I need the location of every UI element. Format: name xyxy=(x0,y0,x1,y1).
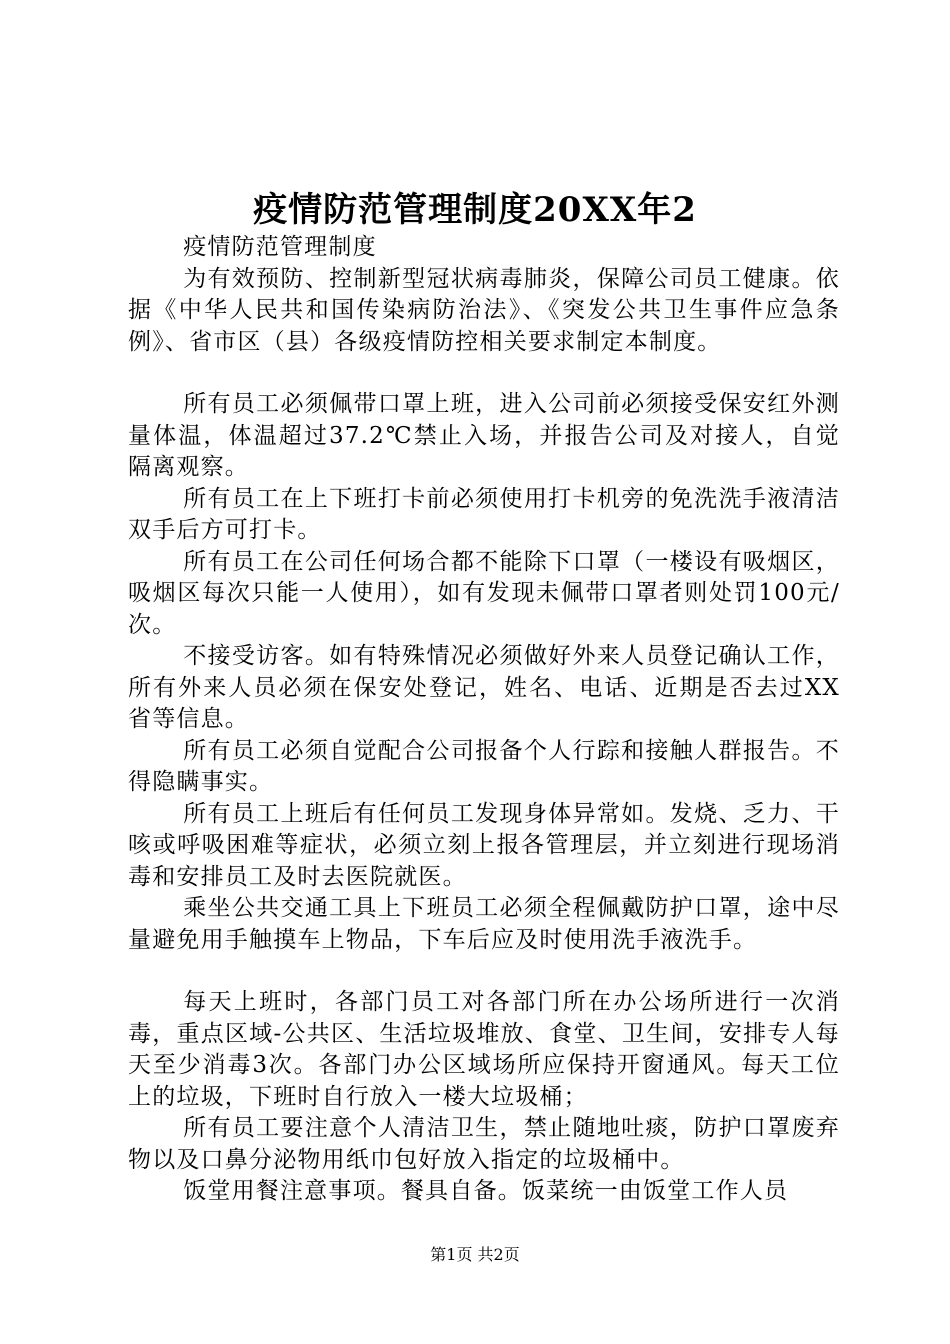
paragraph-subtitle: 疫情防范管理制度 xyxy=(183,234,377,260)
paragraph-canteen: 饭堂用餐注意事项。餐具自备。饭菜统一由饭堂工作人员 xyxy=(183,1178,789,1204)
paragraph-visitors: 不接受访客。如有特殊情况必须做好外来人员登记确认工作，所有外来人员必须在保安处登记，姓名、电话、近期是否去过XX省等信息。 xyxy=(128,643,840,732)
document-body xyxy=(128,232,840,1208)
paragraph-symptoms: 所有员工上班后有任何员工发现身体异常如。发烧、乏力、干咳或呼吸困难等症状，必须立刻上报各管理层，并立刻进行现场消毒和安排员工及时去医院就医。 xyxy=(128,800,840,890)
page-number-footer: 第1页 共2页 xyxy=(430,1245,520,1264)
document-title: 疫情防范管理制度20XX年2 xyxy=(253,190,697,230)
paragraph-disinfection: 每天上班时，各部门员工对各部门所在办公场所进行一次消毒，重点区域-公共区、生活垃圾堆放、食堂、卫生间，安排专人每天至少消毒3次。各部门办公区域场所应保持开窗通风。每天工位上的垃圾，下班时自行放入一楼大垃圾桶； xyxy=(128,989,840,1110)
paragraph-itinerary-report: 所有员工必须自觉配合公司报备个人行踪和接触人群报告。不得隐瞒事实。 xyxy=(128,737,840,795)
paragraph-public-transport: 乘坐公共交通工具上下班员工必须全程佩戴防护口罩，途中尽量避免用手触摸车上物品，下车后应及时使用洗手液洗手。 xyxy=(128,895,840,953)
paragraph-hand-sanitizer: 所有员工在上下班打卡前必须使用打卡机旁的免洗洗手液清洁双手后方可打卡。 xyxy=(128,485,840,543)
paragraph-mask-temperature: 所有员工必须佩带口罩上班，进入公司前必须接受保安红外测量体温，体温超过37.2℃禁止入场，并报告公司及对接人，自觉隔离观察。 xyxy=(128,391,840,480)
paragraph-intro: 为有效预防、控制新型冠状病毒肺炎，保障公司员工健康。依据《中华人民共和国传染病防治法》、《突发公共卫生事件应急条例》、省市区（县）各级疫情防控相关要求制定本制度。 xyxy=(128,265,840,355)
paragraph-hygiene: 所有员工要注意个人清洁卫生，禁止随地吐痰，防护口罩废弃物以及口鼻分泌物用纸巾包好放入指定的垃圾桶中。 xyxy=(128,1115,840,1173)
paragraph-mask-penalty: 所有员工在公司任何场合都不能除下口罩（一楼设有吸烟区，吸烟区每次只能一人使用），如有发现未佩带口罩者则处罚100元/次。 xyxy=(128,548,840,638)
